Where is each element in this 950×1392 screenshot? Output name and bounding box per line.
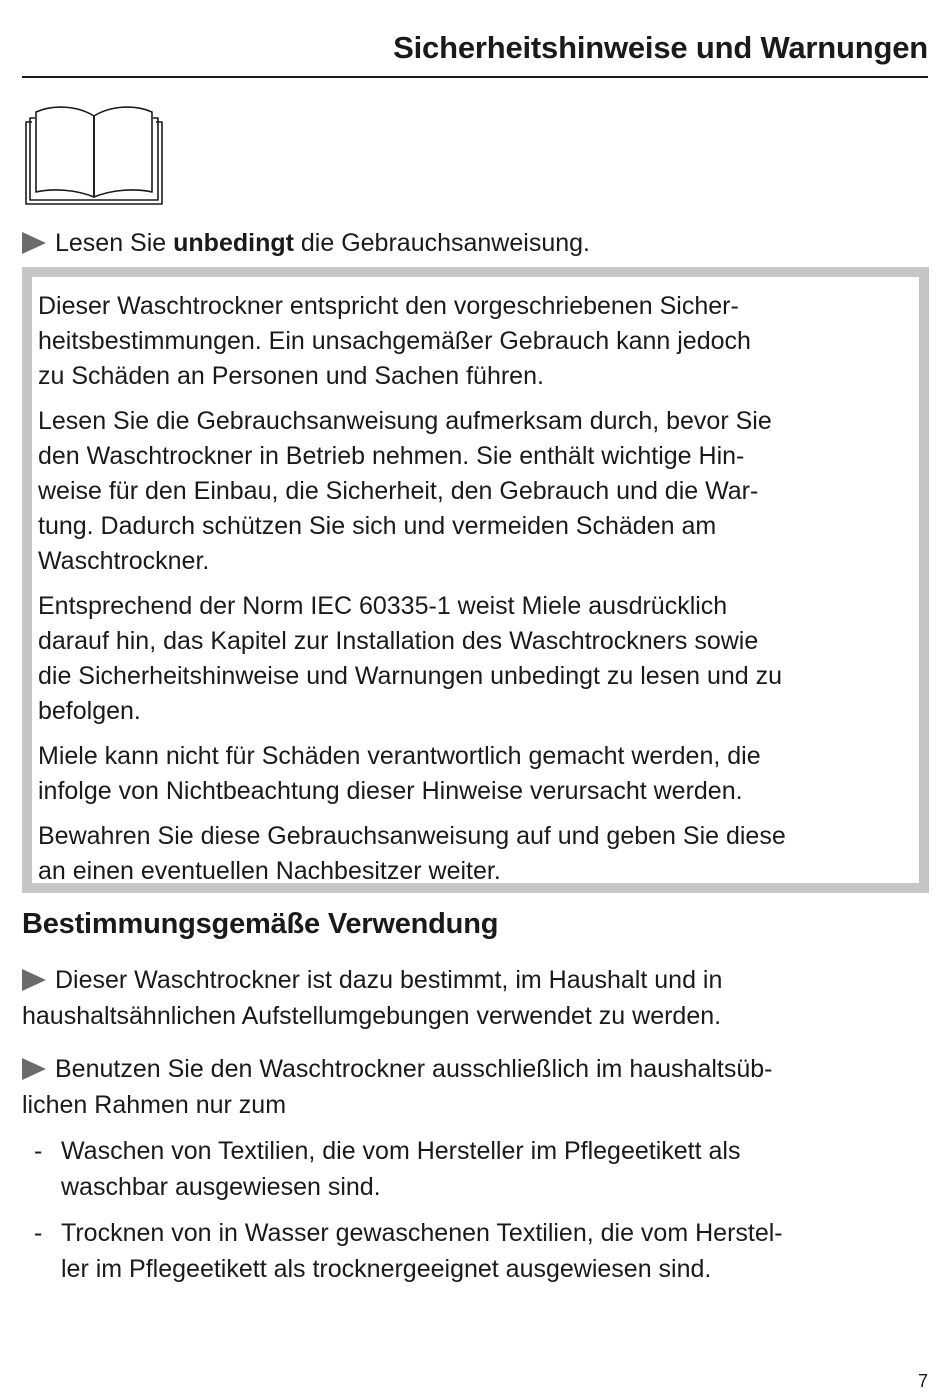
lead-text-start: Lesen Sie	[55, 229, 174, 257]
list-item	[22, 1215, 928, 1287]
list-item	[22, 1133, 928, 1205]
safety-notice-box	[22, 267, 929, 893]
safety-paragraph: Entsprechend der Norm IEC 60335-1 weist Miele ausdrücklich darauf hin, das Kapitel zur Installation des Waschtrockners sowie die Sicherheitshinweise und Warnungen unbedingt zu lesen und zu befolgen.	[38, 592, 783, 725]
safety-paragraph: Bewahren Sie diese Gebrauchsanweisung auf und geben Sie diese an einen eventuellen Nachbesitzer weiter.	[38, 822, 786, 885]
usage-list	[22, 1133, 928, 1297]
list-item-text: Trocknen von in Wasser gewaschenen Textilien, die vom Herstel- ler im Pflegeetikett als trocknergeeignet ausgewiesen sind.	[61, 1219, 783, 1283]
open-book-icon	[22, 100, 166, 210]
triangle-right-icon	[22, 1058, 46, 1080]
safety-paragraph: Miele kann nicht für Schäden verantwortlich gemacht werden, die infolge von Nichtbeachtung dieser Hinweise verursacht werden.	[38, 742, 761, 805]
intended-use-paragraph	[22, 962, 928, 1034]
paragraph-text: Dieser Waschtrockner ist dazu bestimmt, im Haushalt und in haushaltsähnlichen Aufstellumgebungen verwendet zu werden.	[22, 966, 723, 1030]
paragraph-text: Benutzen Sie den Waschtrockner ausschließlich im haushaltsüb- lichen Rahmen nur zum	[22, 1055, 773, 1119]
lead-text-emphasis: unbedingt	[173, 229, 294, 257]
lead-text-end: die Gebrauchsanweisung.	[293, 229, 590, 257]
page-header	[22, 28, 928, 78]
triangle-right-icon	[22, 232, 46, 254]
section-heading: Bestimmungsgemäße Verwendung	[22, 908, 499, 940]
safety-paragraph: Dieser Waschtrockner entspricht den vorgeschriebenen Sicher- heitsbestimmungen. Ein unsachgemäßer Gebrauch kann jedoch zu Schäden an Personen und Sachen führen.	[38, 292, 751, 390]
list-item-text: Waschen von Textilien, die vom Hersteller im Pflegeetikett als waschbar ausgewiesen sind.	[61, 1137, 741, 1201]
triangle-right-icon	[22, 969, 46, 991]
page-number: 7	[917, 1371, 928, 1391]
safety-paragraph: Lesen Sie die Gebrauchsanweisung aufmerksam durch, bevor Sie den Waschtrockner in Betrieb nehmen. Sie enthält wichtige Hin- weise für den Einbau, die Sicherheit, den Gebrauch und die War- tung. Dadurch schützen Sie sich und vermeiden Schäden am Waschtrockner.	[38, 407, 772, 575]
list-dash: -	[34, 1219, 43, 1247]
usage-scope-paragraph	[22, 1051, 928, 1123]
list-dash: -	[34, 1137, 43, 1165]
page-title: Sicherheitshinweise und Warnungen	[393, 30, 928, 65]
read-instructions-note	[22, 226, 928, 260]
